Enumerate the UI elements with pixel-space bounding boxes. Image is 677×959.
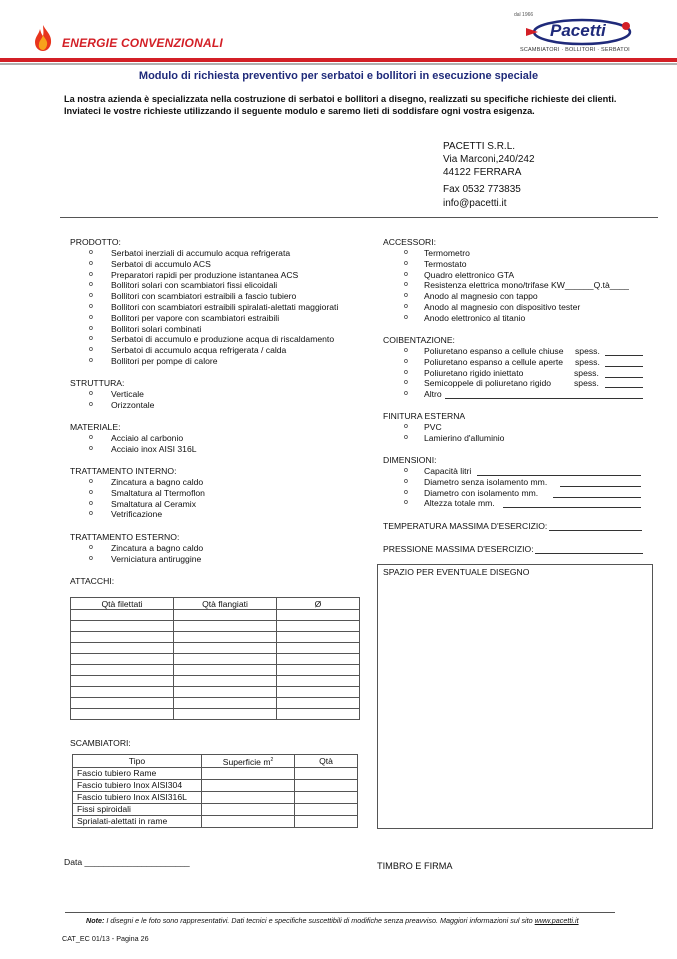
- table-cell[interactable]: [295, 791, 358, 803]
- table-cell[interactable]: [202, 767, 295, 779]
- dimensioni-option[interactable]: Diametro senza isolamento mm.: [424, 476, 548, 487]
- table-cell[interactable]: [174, 610, 277, 621]
- table-cell[interactable]: [71, 610, 174, 621]
- logo-name: Pacetti: [550, 21, 606, 40]
- table-cell[interactable]: [202, 815, 295, 827]
- table-cell[interactable]: [174, 621, 277, 632]
- bullet-icon: o: [89, 400, 93, 408]
- prodotto-option[interactable]: Serbatoi di accumulo acqua refrigerata / calda: [111, 345, 287, 356]
- table-row: [73, 791, 358, 803]
- altro-input[interactable]: [445, 398, 643, 399]
- dimensioni-option[interactable]: Capacità litri: [424, 466, 472, 476]
- table-row: [71, 665, 360, 676]
- table-cell[interactable]: [277, 698, 360, 709]
- address-company: PACETTI S.R.L.: [443, 141, 516, 152]
- coibentazione-option[interactable]: Poliuretano espanso a cellule chiuse: [424, 346, 564, 356]
- prodotto-label: PRODOTTO:: [70, 237, 121, 247]
- bullet-icon: o: [404, 357, 408, 365]
- table-cell[interactable]: [277, 709, 360, 720]
- attacchi-label: ATTACCHI:: [70, 576, 115, 586]
- bullet-icon: o: [89, 346, 93, 354]
- prodotto-option[interactable]: Serbatoi di accumulo ACS: [111, 258, 211, 269]
- finitura-option[interactable]: Lamierino d'alluminio: [424, 432, 505, 443]
- trattamento-esterno-option[interactable]: Zincatura a bagno caldo: [111, 543, 204, 553]
- bullet-icon: o: [89, 313, 93, 321]
- bullet-icon: o: [89, 544, 93, 551]
- scambiatori-label: SCAMBIATORI:: [70, 738, 131, 748]
- bullet-icon: o: [89, 281, 93, 289]
- table-cell: Fascio tubiero Inox AISI304: [73, 779, 202, 791]
- bullet-icon: o: [404, 313, 408, 321]
- superficie-label: Superficie m: [222, 756, 271, 767]
- bullet-icon: o: [404, 259, 408, 267]
- table-cell[interactable]: [277, 621, 360, 632]
- bullet-icon: o: [89, 303, 93, 310]
- pacetti-logo: [514, 12, 632, 46]
- table-cell[interactable]: [202, 779, 295, 791]
- prodotto-option[interactable]: Bollitori per vapore con scambiatori estraibili: [111, 312, 280, 323]
- struttura-option[interactable]: Verticale: [111, 389, 144, 399]
- table-row: [71, 709, 360, 720]
- bullet-icon: o: [89, 259, 93, 267]
- dimensioni-option[interactable]: Diametro con isolamento mm.: [424, 487, 539, 498]
- table-cell[interactable]: [174, 632, 277, 643]
- data-label: Data: [64, 857, 83, 867]
- table-cell[interactable]: [202, 791, 295, 803]
- data-field[interactable]: Data ______________________: [64, 857, 190, 867]
- bullet-icon: o: [404, 467, 408, 474]
- drawing-area[interactable]: [377, 564, 653, 829]
- catalog-code: CAT_EC 01/13 - Pagina 26: [62, 934, 149, 943]
- table-row: [73, 779, 358, 791]
- accessori-option[interactable]: Anodo elettronico al titanio: [424, 312, 526, 323]
- dimensioni-label: DIMENSIONI:: [383, 455, 437, 465]
- bullet-icon: o: [89, 510, 93, 518]
- trattamento-interno-option[interactable]: Smaltatura al Ttermoflon: [111, 487, 205, 498]
- prodotto-option[interactable]: Bollitori con scambiatori estraibili a fascio tubiero: [111, 291, 297, 302]
- address-street: Via Marconi,240/242: [443, 154, 535, 165]
- bullet-icon: o: [404, 292, 408, 300]
- spess-label: spess.: [575, 346, 600, 356]
- trattamento-esterno-label: TRATTAMENTO ESTERNO:: [70, 532, 180, 542]
- prodotto-option[interactable]: Preparatori rapidi per produzione istantanea ACS: [111, 269, 299, 280]
- bullet-icon: o: [89, 249, 93, 256]
- table-cell[interactable]: [174, 676, 277, 687]
- table-row: [71, 610, 360, 621]
- accessori-option[interactable]: Anodo al magnesio con dispositivo tester: [424, 302, 581, 312]
- attacchi-table: [70, 597, 360, 720]
- intro-text: La nostra azienda è specializzata nella costruzione di serbatoi e bollitori a disegno, realizzati su specifiche richieste dei clienti. Inviateci le vostre richieste utilizzando il seguente modulo e saremo lieti di soddisfare ogni vostra esigenza.: [64, 94, 617, 116]
- bullet-icon: o: [89, 270, 93, 278]
- table-cell[interactable]: [71, 654, 174, 665]
- prodotto-option[interactable]: Bollitori solari combinati: [111, 323, 202, 334]
- bullet-icon: o: [404, 379, 408, 387]
- accessori-option[interactable]: Termometro: [424, 248, 470, 258]
- table-cell[interactable]: [174, 687, 277, 698]
- table-row: [71, 654, 360, 665]
- bullet-icon: o: [404, 390, 408, 398]
- table-cell[interactable]: [71, 632, 174, 643]
- table-cell[interactable]: [174, 654, 277, 665]
- table-row: [71, 621, 360, 632]
- accessori-label: ACCESSORI:: [383, 237, 437, 247]
- accessori-option[interactable]: Termostato: [424, 258, 467, 269]
- page-title: Modulo di richiesta preventivo per serbatoi e bollitori in esecuzione speciale: [138, 70, 539, 82]
- table-cell[interactable]: [277, 687, 360, 698]
- spess-label: spess.: [574, 367, 599, 378]
- coibentazione-option[interactable]: Semicoppele di poliuretano rigido: [424, 378, 552, 389]
- spess-label: spess.: [575, 356, 600, 367]
- dimension-input[interactable]: [553, 497, 641, 498]
- spess-input[interactable]: [605, 377, 643, 378]
- table-cell[interactable]: [71, 665, 174, 676]
- table-header: Ø: [277, 598, 360, 610]
- table-cell[interactable]: [174, 698, 277, 709]
- pressione-label: PRESSIONE MASSIMA D'ESERCIZIO:: [383, 544, 534, 554]
- table-header: [202, 755, 295, 768]
- table-cell[interactable]: [71, 621, 174, 632]
- table-header: Tipo: [73, 755, 202, 768]
- pressione-input[interactable]: [535, 553, 643, 554]
- trattamento-interno-option[interactable]: Smaltatura al Ceramix: [111, 498, 197, 509]
- table-cell: Fascio tubiero Inox AISI316L: [73, 791, 202, 803]
- bullet-icon: o: [404, 499, 408, 507]
- firma-label: TIMBRO E FIRMA: [377, 861, 453, 871]
- accessori-option[interactable]: Resistenza elettrica mono/trifase KW______Q.tà____: [424, 280, 629, 291]
- finitura-label: FINITURA ESTERNA: [383, 411, 466, 421]
- trattamento-interno-option[interactable]: Zincatura a bagno caldo: [111, 477, 204, 487]
- bullet-icon: o: [89, 357, 93, 364]
- address-fax: Fax 0532 773835: [443, 184, 521, 195]
- note-text: I disegni e le foto sono rappresentativi. Dati tecnici e specifiche suscettibili di modifiche senza preavviso. Maggiori informazioni sul sito: [104, 916, 535, 925]
- table-row: [73, 755, 358, 768]
- table-cell[interactable]: [71, 676, 174, 687]
- temperatura-label: TEMPERATURA MASSIMA D'ESERCIZIO:: [383, 521, 548, 531]
- table-cell[interactable]: [295, 779, 358, 791]
- note-label: Note:: [86, 916, 105, 925]
- header-red-rule: [0, 58, 677, 62]
- materiale-label: MATERIALE:: [70, 422, 121, 432]
- dimensioni-option[interactable]: Altezza totale mm.: [424, 498, 495, 509]
- table-row: [73, 815, 358, 827]
- table-header: Qtà flangiati: [174, 598, 277, 610]
- logo-tagline: SCAMBIATORI · BOLLITORI · SERBATOI: [520, 47, 630, 53]
- table-cell[interactable]: [295, 803, 358, 815]
- materiale-option[interactable]: Acciaio inox AISI 316L: [111, 443, 197, 454]
- footer-note: [86, 916, 579, 925]
- bullet-icon: o: [404, 423, 408, 430]
- bullet-icon: o: [89, 554, 93, 562]
- bullet-icon: o: [89, 478, 93, 485]
- table-row: [71, 598, 360, 610]
- table-row: [71, 698, 360, 709]
- finitura-option[interactable]: PVC: [424, 422, 442, 432]
- accessori-option[interactable]: Quadro elettronico GTA: [424, 269, 515, 280]
- spess-input[interactable]: [605, 387, 643, 388]
- table-cell[interactable]: [71, 687, 174, 698]
- table-cell: Sprialati-alettati in rame: [73, 815, 202, 827]
- prodotto-option[interactable]: Bollitori per pompe di calore: [111, 356, 218, 366]
- bullet-icon: o: [404, 249, 408, 256]
- table-row: [71, 687, 360, 698]
- separator-line: [60, 217, 658, 218]
- table-header: Qtà: [295, 755, 358, 768]
- bullet-icon: o: [404, 477, 408, 485]
- coibentazione-option[interactable]: Poliuretano rigido iniettato: [424, 367, 524, 378]
- bullet-icon: o: [89, 499, 93, 507]
- table-header: Qtà filettati: [71, 598, 174, 610]
- bullet-icon: o: [404, 303, 408, 310]
- coibentazione-label: COIBENTAZIONE:: [383, 335, 455, 345]
- prodotto-option[interactable]: Serbatoi inerziali di accumulo acqua refrigerata: [111, 248, 291, 258]
- site-link[interactable]: www.pacetti.it: [534, 916, 579, 925]
- table-cell: Fascio tubiero Rame: [73, 767, 202, 779]
- table-cell[interactable]: [277, 643, 360, 654]
- temperatura-input[interactable]: [549, 530, 642, 531]
- bullet-icon: o: [404, 433, 408, 441]
- table-cell[interactable]: [277, 632, 360, 643]
- table-cell[interactable]: [174, 665, 277, 676]
- table-cell: Fissi spiroidali: [73, 803, 202, 815]
- coibentazione-option[interactable]: Altro: [424, 389, 442, 400]
- coibentazione-option[interactable]: Poliuretano espanso a cellule aperte: [424, 356, 564, 367]
- bullet-icon: o: [404, 281, 408, 289]
- bullet-icon: o: [89, 434, 93, 441]
- table-row: [71, 643, 360, 654]
- bullet-icon: o: [404, 488, 408, 496]
- prodotto-option[interactable]: Serbatoi di accumulo e produzione acqua di riscaldamento: [111, 334, 335, 345]
- spess-input[interactable]: [605, 366, 643, 367]
- table-cell[interactable]: [174, 709, 277, 720]
- header-grey-rule: [0, 63, 677, 65]
- bullet-icon: o: [404, 270, 408, 278]
- bullet-icon: o: [89, 292, 93, 300]
- dimension-input[interactable]: [503, 507, 641, 508]
- accessori-option[interactable]: Anodo al magnesio con tappo: [424, 291, 538, 302]
- drawing-area-label: SPAZIO PER EVENTUALE DISEGNO: [383, 567, 530, 577]
- bullet-icon: o: [89, 488, 93, 496]
- table-cell[interactable]: [202, 803, 295, 815]
- table-row: [73, 767, 358, 779]
- table-cell[interactable]: [295, 767, 358, 779]
- trattamento-esterno-option[interactable]: Verniciatura antiruggine: [111, 553, 202, 564]
- table-cell[interactable]: [277, 654, 360, 665]
- struttura-label: STRUTTURA:: [70, 378, 125, 388]
- bullet-icon: o: [89, 444, 93, 452]
- footer-line: [65, 912, 615, 913]
- materiale-option[interactable]: Acciaio al carbonio: [111, 433, 184, 443]
- table-cell[interactable]: [277, 676, 360, 687]
- table-row: [71, 632, 360, 643]
- scambiatori-table: [72, 754, 358, 828]
- brand-label: ENERGIE CONVENZIONALI: [62, 36, 223, 50]
- bullet-icon: o: [89, 390, 93, 397]
- table-row: [73, 803, 358, 815]
- dimension-input[interactable]: [560, 486, 641, 487]
- superscript: 2: [270, 757, 274, 763]
- spess-input[interactable]: [605, 355, 643, 356]
- prodotto-option[interactable]: Bollitori con scambiatori estraibili spiralati-alettati maggiorati: [111, 302, 339, 312]
- trattamento-interno-option[interactable]: Vetrificazione: [111, 509, 163, 520]
- logo-year: dal 1966: [514, 12, 534, 18]
- bullet-icon: o: [404, 368, 408, 376]
- trattamento-interno-label: TRATTAMENTO INTERNO:: [70, 466, 177, 476]
- bullet-icon: o: [89, 324, 93, 332]
- prodotto-option[interactable]: Bollitori solari con scambiatori fissi elicoidali: [111, 280, 278, 291]
- table-cell[interactable]: [71, 698, 174, 709]
- address-city: 44122 FERRARA: [443, 167, 522, 178]
- table-cell[interactable]: [71, 643, 174, 654]
- address-email: info@pacetti.it: [443, 198, 507, 209]
- table-cell[interactable]: [174, 643, 277, 654]
- table-cell[interactable]: [295, 815, 358, 827]
- bullet-icon: o: [404, 347, 408, 354]
- table-cell[interactable]: [71, 709, 174, 720]
- table-cell[interactable]: [277, 665, 360, 676]
- flame-icon: [33, 24, 53, 52]
- struttura-option[interactable]: Orizzontale: [111, 399, 155, 410]
- table-cell[interactable]: [277, 610, 360, 621]
- spess-label: spess.: [574, 378, 599, 389]
- table-row: [71, 676, 360, 687]
- bullet-icon: o: [89, 335, 93, 343]
